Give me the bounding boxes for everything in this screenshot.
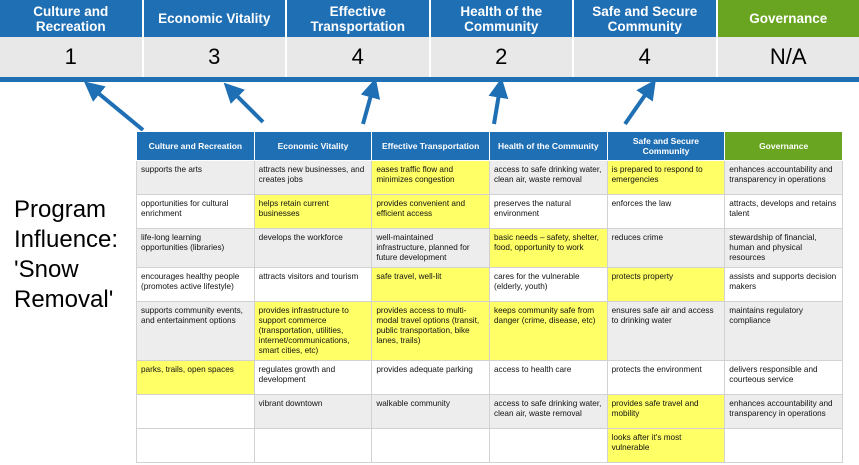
influence-matrix-table bbox=[136, 131, 843, 463]
matrix-header-safe-and-secure-community: Safe and Secure Community bbox=[607, 132, 725, 161]
matrix-cell: opportunities for cultural enrichment bbox=[137, 195, 255, 229]
table-row bbox=[137, 268, 843, 302]
matrix-cell: ensures safe air and access to drinking water bbox=[607, 302, 725, 361]
score-culture-and-recreation: 1 bbox=[0, 37, 144, 77]
matrix-cell bbox=[725, 429, 843, 463]
matrix-cell: provides safe travel and mobility bbox=[607, 395, 725, 429]
matrix-cell bbox=[137, 395, 255, 429]
matrix-header-culture-and-recreation: Culture and Recreation bbox=[137, 132, 255, 161]
matrix-cell: provides convenient and efficient access bbox=[372, 195, 490, 229]
arrow-health-of-the-community bbox=[494, 88, 500, 124]
matrix-cell: attracts visitors and tourism bbox=[254, 268, 372, 302]
matrix-cell bbox=[489, 429, 607, 463]
scorecard-header-effective-transportation: Effective Transportation bbox=[287, 0, 431, 37]
matrix-cell: develops the workforce bbox=[254, 229, 372, 268]
matrix-cell bbox=[137, 429, 255, 463]
matrix-cell: cares for the vulnerable (elderly, youth) bbox=[489, 268, 607, 302]
matrix-cell: reduces crime bbox=[607, 229, 725, 268]
matrix-cell: keeps community safe from danger (crime, disease, etc) bbox=[489, 302, 607, 361]
arrow-culture-and-recreation bbox=[92, 88, 143, 130]
matrix-cell: protects property bbox=[607, 268, 725, 302]
arrow-effective-transportation bbox=[363, 88, 373, 124]
matrix-cell: is prepared to respond to emergencies bbox=[607, 161, 725, 195]
score-economic-vitality: 3 bbox=[144, 37, 288, 77]
matrix-cell: parks, trails, open spaces bbox=[137, 361, 255, 395]
scorecard-header-economic-vitality: Economic Vitality bbox=[144, 0, 288, 37]
arrow-economic-vitality bbox=[231, 90, 263, 122]
scorecard-header-safe-and-secure-community: Safe and Secure Community bbox=[574, 0, 718, 37]
table-row bbox=[137, 429, 843, 463]
matrix-cell: encourages healthy people (promotes active lifestyle) bbox=[137, 268, 255, 302]
matrix-cell: supports community events, and entertainment options bbox=[137, 302, 255, 361]
matrix-header-economic-vitality: Economic Vitality bbox=[254, 132, 372, 161]
matrix-cell: attracts new businesses, and creates jobs bbox=[254, 161, 372, 195]
matrix-cell: access to safe drinking water, clean air, waste removal bbox=[489, 395, 607, 429]
matrix-header-governance: Governance bbox=[725, 132, 843, 161]
matrix-cell: looks after it's most vulnerable bbox=[607, 429, 725, 463]
table-row bbox=[137, 195, 843, 229]
matrix-cell: attracts, develops and retains talent bbox=[725, 195, 843, 229]
matrix-cell: protects the environment bbox=[607, 361, 725, 395]
matrix-cell: enforces the law bbox=[607, 195, 725, 229]
scorecard-header-row bbox=[0, 0, 859, 37]
matrix-cell: maintains regulatory compliance bbox=[725, 302, 843, 361]
matrix-cell: helps retain current businesses bbox=[254, 195, 372, 229]
matrix-cell: safe travel, well-lit bbox=[372, 268, 490, 302]
scorecard-header-governance: Governance bbox=[718, 0, 859, 37]
matrix-body bbox=[137, 161, 843, 463]
matrix-cell: enhances accountability and transparency in operations bbox=[725, 161, 843, 195]
arrow-safe-and-secure-community bbox=[625, 88, 650, 124]
matrix-cell bbox=[372, 429, 490, 463]
scorecard-header-health-of-the-community: Health of the Community bbox=[431, 0, 575, 37]
matrix-cell: eases traffic flow and minimizes congestion bbox=[372, 161, 490, 195]
scorecard-score-row bbox=[0, 37, 859, 77]
table-row bbox=[137, 302, 843, 361]
matrix-cell: provides adequate parking bbox=[372, 361, 490, 395]
matrix-cell: access to safe drinking water, clean air, waste removal bbox=[489, 161, 607, 195]
influence-matrix bbox=[136, 131, 843, 463]
matrix-header-row bbox=[137, 132, 843, 161]
matrix-cell: vibrant downtown bbox=[254, 395, 372, 429]
matrix-header-health-of-the-community: Health of the Community bbox=[489, 132, 607, 161]
scorecard-header-culture-and-recreation: Culture and Recreation bbox=[0, 0, 144, 37]
matrix-header-effective-transportation: Effective Transportation bbox=[372, 132, 490, 161]
matrix-cell: preserves the natural environment bbox=[489, 195, 607, 229]
score-safe-and-secure-community: 4 bbox=[574, 37, 718, 77]
table-row bbox=[137, 361, 843, 395]
matrix-cell: regulates growth and development bbox=[254, 361, 372, 395]
matrix-cell: stewardship of financial, human and physical resources bbox=[725, 229, 843, 268]
matrix-cell: supports the arts bbox=[137, 161, 255, 195]
matrix-cell: provides access to multi-modal travel options (transit, public transportation, bike lanes, trails) bbox=[372, 302, 490, 361]
matrix-cell: assists and supports decision makers bbox=[725, 268, 843, 302]
table-row bbox=[137, 395, 843, 429]
score-health-of-the-community: 2 bbox=[431, 37, 575, 77]
scorecard-underline bbox=[0, 77, 859, 82]
matrix-cell: life-long learning opportunities (libraries) bbox=[137, 229, 255, 268]
scorecard-band bbox=[0, 0, 859, 90]
matrix-cell: provides infrastructure to support commerce (transportation, utilities, internet/communications, smart cities, etc) bbox=[254, 302, 372, 361]
table-row bbox=[137, 161, 843, 195]
matrix-cell: walkable community bbox=[372, 395, 490, 429]
matrix-cell: access to health care bbox=[489, 361, 607, 395]
matrix-cell bbox=[254, 429, 372, 463]
matrix-cell: well-maintained infrastructure, planned for future development bbox=[372, 229, 490, 268]
matrix-cell: delivers responsible and courteous service bbox=[725, 361, 843, 395]
table-row bbox=[137, 229, 843, 268]
matrix-cell: basic needs – safety, shelter, food, opportunity to work bbox=[489, 229, 607, 268]
page-title: Program Influence: 'Snow Removal' bbox=[14, 196, 119, 313]
score-governance: N/A bbox=[769, 44, 807, 69]
matrix-cell: enhances accountability and transparency in operations bbox=[725, 395, 843, 429]
score-effective-transportation: 4 bbox=[287, 37, 431, 77]
